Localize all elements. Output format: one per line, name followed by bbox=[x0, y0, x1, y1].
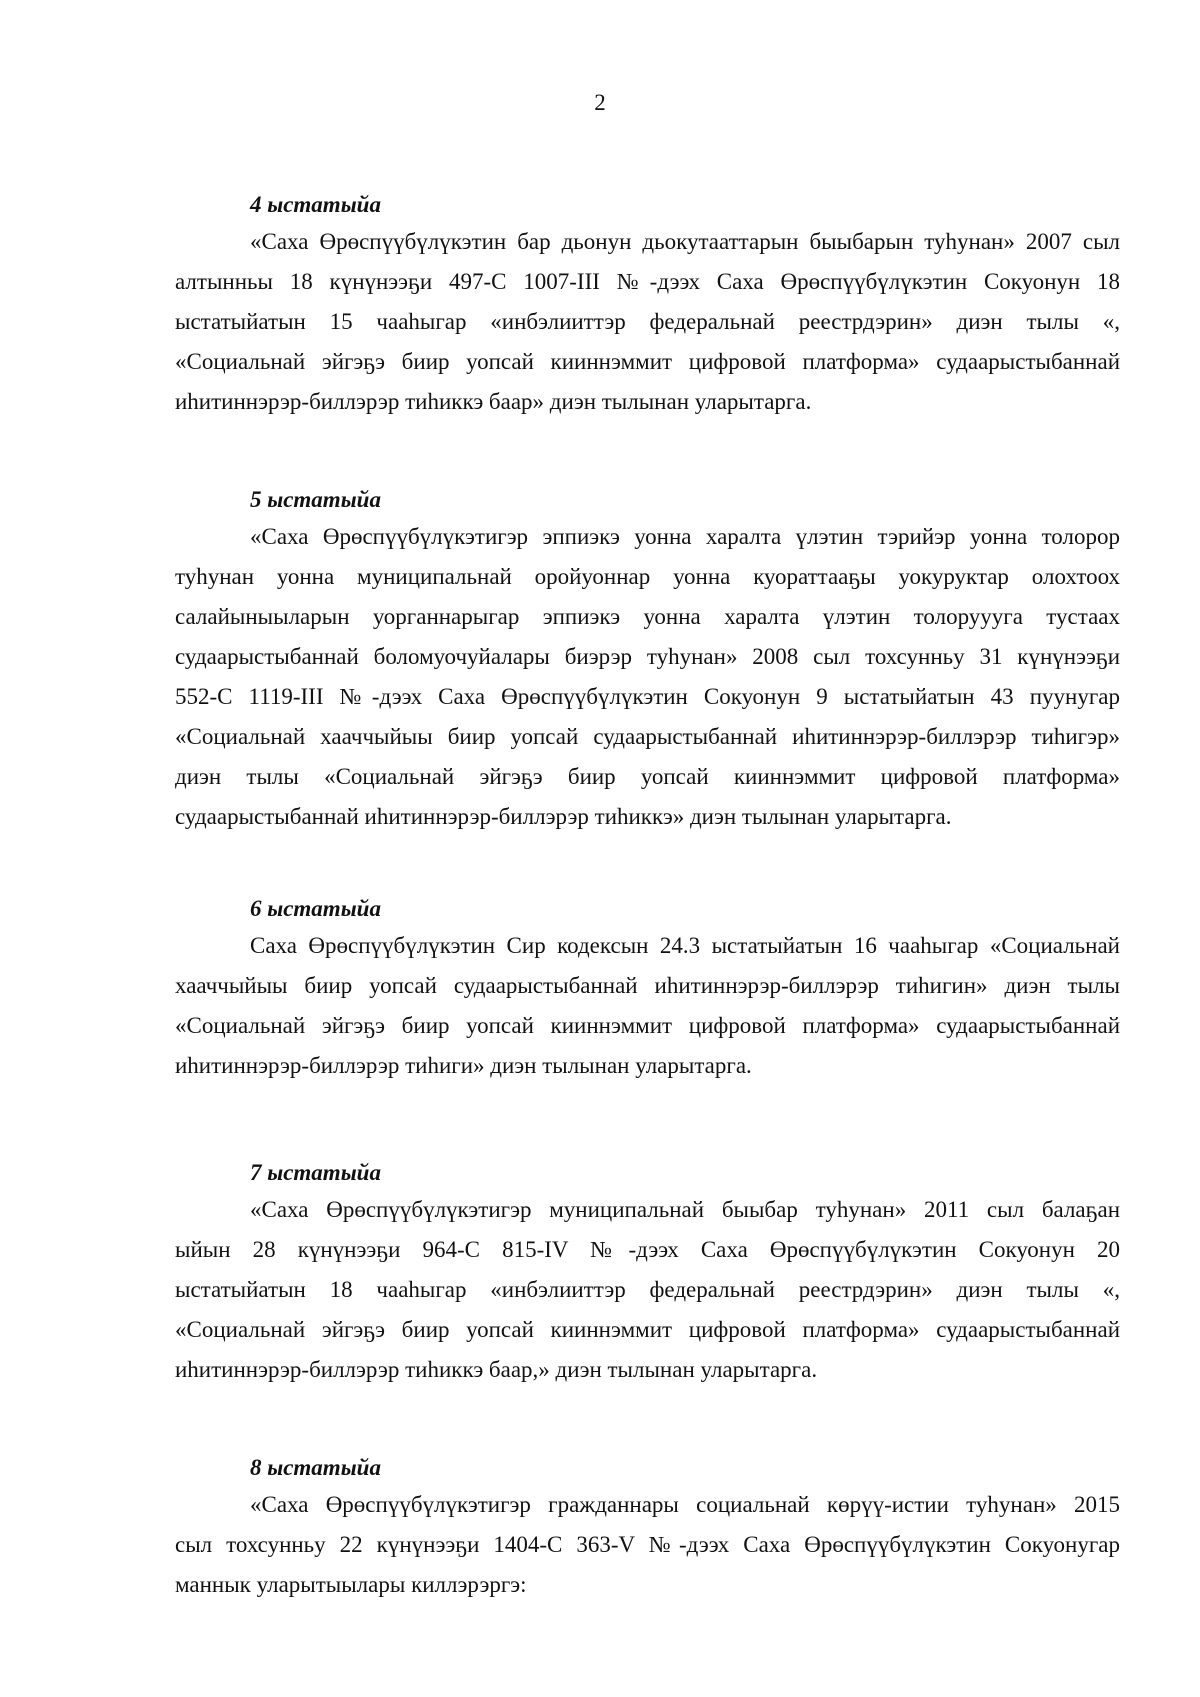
paragraph-line: диэн тылы «Социальнай эйгэҕэ биир уопсай кииннэммит цифровой платформа» bbox=[175, 764, 1120, 789]
paragraph-line: «Саха Өрөспүүбүлүкэтигэр эппиэкэ уонна харалта үлэтин тэрийэр уонна толорор bbox=[250, 524, 1120, 549]
paragraph-line: иһитиннэрэр-биллэрэр тиһиги» диэн тылынан уларытарга. bbox=[175, 1053, 752, 1078]
article-6 bbox=[175, 892, 1120, 1086]
paragraph-line: Саха Өрөспүүбүлүкэтин Сир кодексын 24.3 ыстатыйатын 16 чааһыгар «Социальнай bbox=[250, 933, 1120, 958]
paragraph-line: 552-С 1119-III №-дээх Саха Өрөспүүбүлүкэтин Сокуонун 9 ыстатыйатын 43 пуунугар bbox=[175, 684, 1120, 709]
article-title: 5 ыстатыйа bbox=[250, 487, 381, 512]
paragraph-line: туһунан уонна муниципальнай оройуоннар уонна куораттааҕы уокуруктар олохтоох bbox=[175, 564, 1120, 589]
paragraph-line: «Социальнай эйгэҕэ биир уопсай кииннэммит цифровой платформа» судаарыстыбаннай bbox=[175, 1317, 1120, 1342]
article-8 bbox=[175, 1451, 1120, 1605]
paragraph-line: судаарыстыбаннай иһитиннэрэр-биллэрэр тиһиккэ» диэн тылынан уларытарга. bbox=[175, 804, 952, 829]
paragraph-line: ыстатыйатын 15 чааһыгар «инбэлииттэр федеральнай реестрдэрин» диэн тылы «, bbox=[175, 309, 1120, 334]
article-title: 7 ыстатыйа bbox=[250, 1160, 381, 1185]
paragraph-line: алтынньы 18 күнүнээҕи 497-С 1007-III №-дээх Саха Өрөспүүбүлүкэтин Сокуонун 18 bbox=[175, 269, 1120, 294]
paragraph-line: «Социальнай хааччыйыы биир уопсай судаарыстыбаннай иһитиннэрэр-биллэрэр тиһигэр» bbox=[175, 724, 1120, 749]
paragraph-line: иһитиннэрэр-биллэрэр тиһиккэ баар,» диэн тылынан уларытарга. bbox=[175, 1357, 818, 1382]
paragraph-line: «Саха Өрөспүүбүлүкэтин бар дьонун дьокутааттарын быыбарын туһунан» 2007 сыл bbox=[250, 229, 1120, 254]
article-5 bbox=[175, 483, 1120, 837]
paragraph-line: маннык уларытыылары киллэрэргэ: bbox=[175, 1572, 527, 1597]
article-7 bbox=[175, 1156, 1120, 1390]
paragraph-line: «Социальнай эйгэҕэ биир уопсай кииннэммит цифровой платформа» судаарыстыбаннай bbox=[175, 1013, 1120, 1038]
article-4 bbox=[175, 188, 1120, 422]
paragraph-line: ыйын 28 күнүнээҕи 964-С 815-IV №-дээх Саха Өрөспүүбүлүкэтин Сокуонун 20 bbox=[175, 1237, 1120, 1262]
paragraph-line: судаарыстыбаннай боломуочуйалары биэрэр туһунан» 2008 сыл тохсунньу 31 күнүнээҕи bbox=[175, 644, 1120, 669]
paragraph-line: сыл тохсунньу 22 күнүнээҕи 1404-С 363-V №-дээх Саха Өрөспүүбүлүкэтин Сокуонугар bbox=[175, 1532, 1120, 1557]
article-title: 8 ыстатыйа bbox=[250, 1455, 381, 1480]
paragraph-line: ыстатыйатын 18 чааһыгар «инбэлииттэр федеральнай реестрдэрин» диэн тылы «, bbox=[175, 1277, 1120, 1302]
page-number: 2 bbox=[594, 90, 606, 115]
paragraph-line: хааччыйыы биир уопсай судаарыстыбаннай иһитиннэрэр-биллэрэр тиһигин» диэн тылы bbox=[175, 973, 1120, 998]
article-title: 6 ыстатыйа bbox=[250, 896, 381, 921]
paragraph-line: «Саха Өрөспүүбүлүкэтигэр муниципальнай быыбар туһунан» 2011 сыл балаҕан bbox=[250, 1197, 1120, 1222]
paragraph-line: иһитиннэрэр-биллэрэр тиһиккэ баар» диэн тылынан уларытарга. bbox=[175, 389, 812, 414]
article-title: 4 ыстатыйа bbox=[250, 192, 381, 217]
paragraph-line: салайыныыларын уорганнарыгар эппиэкэ уонна харалта үлэтин толоруууга тустаах bbox=[175, 604, 1120, 629]
paragraph-line: «Саха Өрөспүүбүлүкэтигэр гражданнары социальнай көрүү-истии туһунан» 2015 bbox=[250, 1492, 1120, 1517]
paragraph-line: «Социальнай эйгэҕэ биир уопсай кииннэммит цифровой платформа» судаарыстыбаннай bbox=[175, 349, 1120, 374]
